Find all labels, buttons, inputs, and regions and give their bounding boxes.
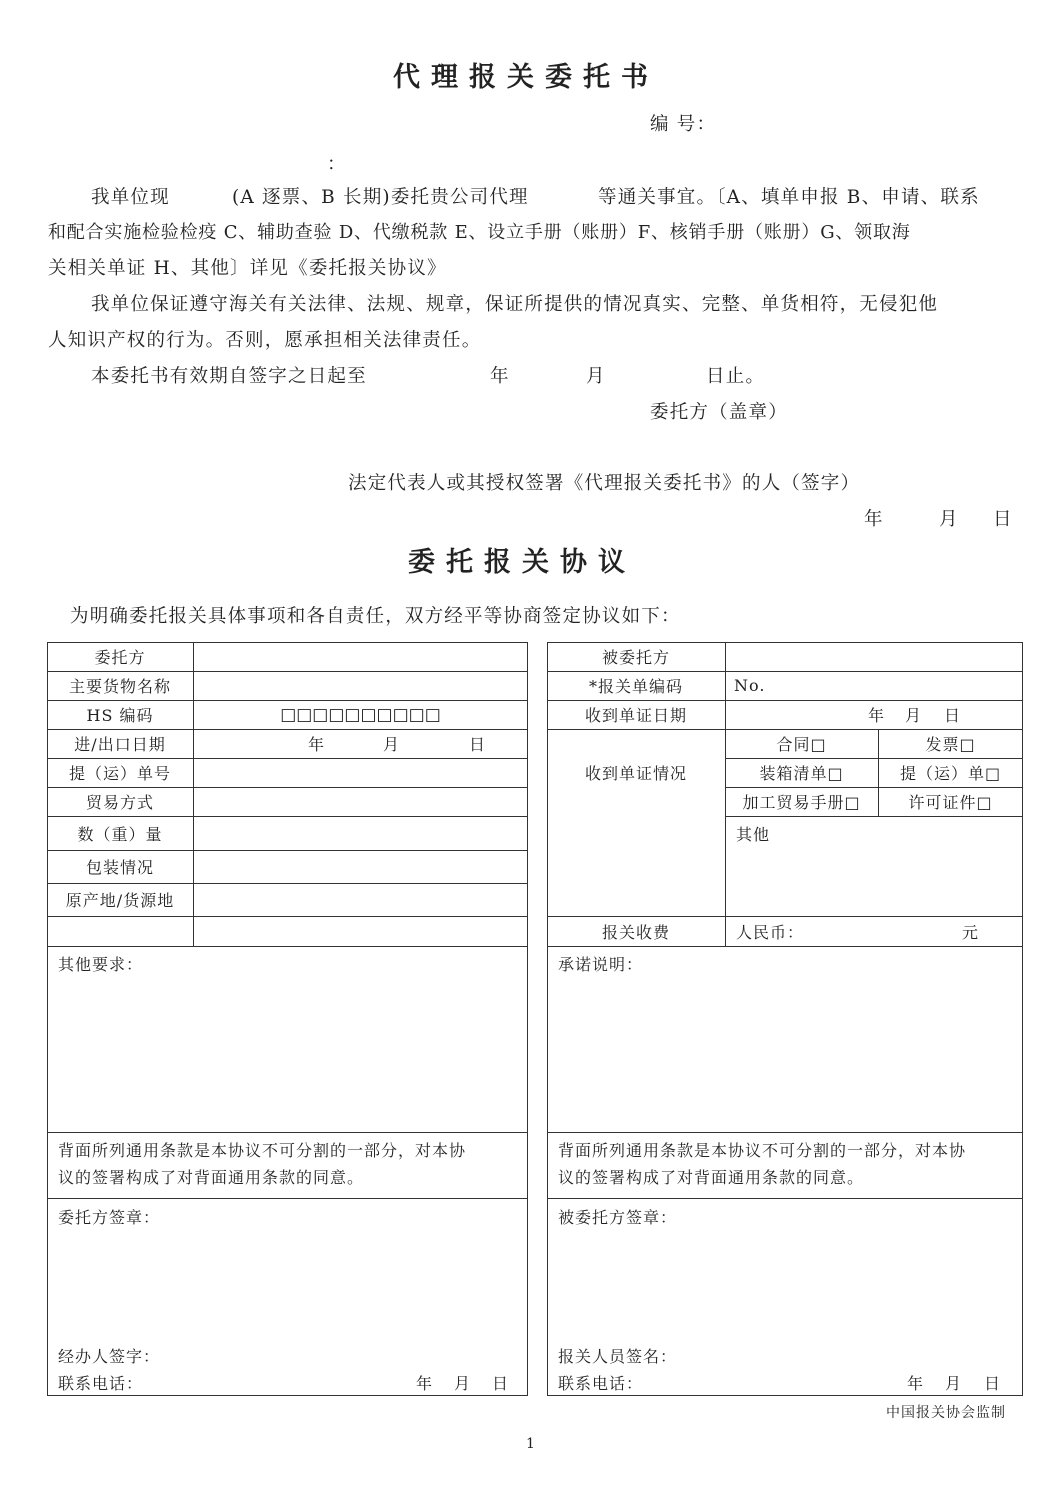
left-date-day: 日 [492,1374,510,1393]
left-clause-line2: 议的签署构成了对背面通用条款的同意。 [58,1168,365,1187]
left-clause-line1: 背面所列通用条款是本协议不可分割的一部分，对本协 [58,1141,467,1160]
p2-line1: 我单位保证遵守海关有关法律、法规、规章，保证所提供的情况真实、完整、单货相符，无侵犯他 [91,294,939,315]
validity-text: 本委托书有效期自签字之日起至 [91,366,367,387]
agent-label: 被委托方 [601,648,670,667]
declaration-no-label: *报关单编码 [588,677,683,696]
right-date-month: 月 [945,1374,963,1393]
left-phone-label: 联系电话： [58,1374,144,1393]
sign-month: 月 [939,509,959,530]
validity-year: 年 [490,366,510,387]
doc-status-label: 收到单证情况 [584,764,687,783]
rmb-label: 人民币： [736,922,805,942]
right-phone-label: 联系电话： [558,1374,644,1393]
validity-day: 日止。 [706,366,766,387]
yuan-label: 元 [962,922,980,942]
promise-label: 承诺说明： [558,955,644,974]
trade-mode-label: 贸易方式 [85,793,154,812]
doc-date-label: 收到单证日期 [584,706,687,725]
goods-name-label: 主要货物名称 [68,677,171,696]
page-number: 1 [526,1436,536,1452]
license-checkbox[interactable]: 许可证件□ [908,793,993,812]
doc-date-day: 日 [944,706,962,725]
p1-line1-a: 我单位现 [91,187,170,208]
packing-list-checkbox[interactable]: 装箱清单□ [759,764,844,783]
agreement-title: 委托报关协议 [408,547,636,578]
doc-date-year: 年 [868,706,886,725]
packing-label: 包装情况 [85,858,154,877]
declaration-no-value[interactable]: No. [734,676,766,695]
right-clause-line1: 背面所列通用条款是本协议不可分割的一部分，对本协 [558,1141,967,1160]
p1-line1-c: 等通关事宜。〔A、填单申报 B、申请、联系 [598,187,980,208]
left-date-month: 月 [454,1374,472,1393]
ie-date-month: 月 [383,735,401,754]
other-docs-label: 其他 [736,825,771,844]
other-requirements-label: 其他要求： [58,955,144,974]
sign-day: 日 [993,509,1013,530]
ie-date-label: 进/出口日期 [74,735,166,754]
hs-code-boxes[interactable]: □□□□□□□□□□ [280,704,441,725]
fee-label: 报关收费 [601,922,670,942]
agreement-intro: 为明确委托报关具体事项和各自责任，双方经平等协商签定协议如下： [70,606,681,627]
broker-signature-label: 报关人员签名： [558,1347,678,1366]
right-clause-line2: 议的签署构成了对背面通用条款的同意。 [558,1168,865,1187]
doc-date-month: 月 [905,706,923,725]
invoice-checkbox[interactable]: 发票□ [925,735,976,754]
bl-no-label: 提（运）单号 [68,764,171,783]
right-date-day: 日 [984,1374,1002,1393]
p1-line3: 关相关单证 H、其他〕详见《委托报关协议》 [48,258,447,279]
left-date-year: 年 [416,1374,434,1393]
colon-mark: ： [327,154,347,175]
p1-line2: 和配合实施检验检疫 C、辅助查验 D、代缴税款 E、设立手册（账册）F、核销手册（账册）G、领取海 [48,222,911,243]
bl-checkbox[interactable]: 提（运）单□ [899,764,1002,783]
origin-label: 原产地/货源地 [65,891,175,910]
principal-seal: 委托方（盖章） [650,402,788,423]
letter-title: 代理报关委托书 [393,62,659,93]
supervision-note: 中国报关协会监制 [886,1405,1006,1421]
handler-signature-label: 经办人签字： [58,1347,161,1366]
validity-month: 月 [586,366,606,387]
contract-checkbox[interactable]: 合同□ [776,735,827,754]
number-label: 编 号： [650,114,717,135]
agent-signature-label: 被委托方签章： [558,1208,678,1227]
principal-signature-label: 委托方签章： [58,1208,161,1227]
sign-year: 年 [864,509,884,530]
hs-code-label: HS 编码 [86,706,154,725]
quantity-label: 数（重）量 [77,824,163,844]
ie-date-day: 日 [469,735,487,754]
p2-line2: 人知识产权的行为。否则，愿承担相关法律责任。 [48,330,482,351]
right-date-year: 年 [907,1374,925,1393]
processing-manual-checkbox[interactable]: 加工贸易手册□ [742,793,861,812]
ie-date-year: 年 [308,735,326,754]
p1-line1-b: (A 逐票、B 长期)委托贵公司代理 [232,187,529,208]
legal-rep-sign: 法定代表人或其授权签署《代理报关委托书》的人（签字） [348,473,861,494]
principal-label: 委托方 [94,648,146,667]
